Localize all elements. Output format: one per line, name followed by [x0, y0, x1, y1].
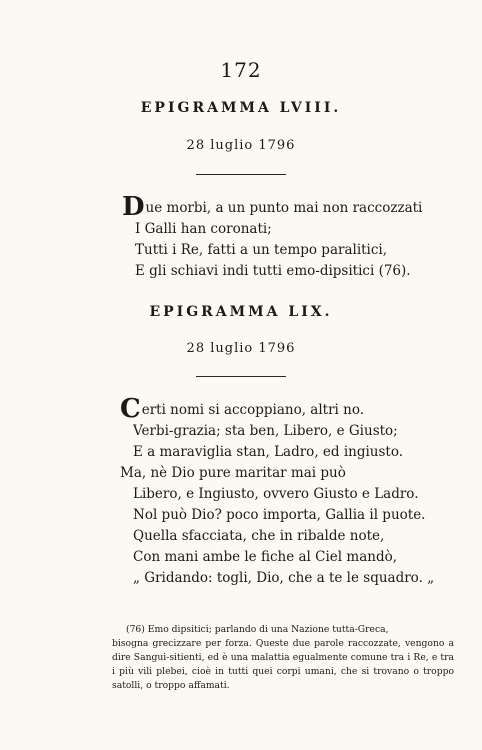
section-rule [196, 174, 286, 175]
poem-line: Due morbi, a un punto mai non raccozzati [122, 192, 423, 222]
poem-line: Libero, e Ingiusto, ovvero Giusto e Ladro. [133, 486, 419, 502]
footnote-body: bisogna grecizzare per forza. Queste due parole raccozzate, vengono a dire Sangui-sitienti, ed è una malattia egualmente comune tra i Re, e tra i più vili plebei, cioè in tutti quei corpi umani, che si trovano o troppo satolli, o troppo affamati. [112, 638, 454, 691]
poem-line: Certi nomi si accoppiano, altri no. [120, 394, 365, 424]
poem-line: E gli schiavi indi tutti emo-dipsitici (76). [135, 263, 411, 279]
epigram-date-58: 28 luglio 1796 [186, 138, 296, 153]
epigram-date-59: 28 luglio 1796 [186, 341, 296, 356]
section-rule [196, 376, 286, 377]
poem-line: Nol può Dio? poco importa, Gallia il puote. [133, 507, 426, 523]
poem-line: E a maraviglia stan, Ladro, ed ingiusto. [133, 444, 404, 460]
epigram-title-58: EPIGRAMMA LVIII. [140, 100, 342, 116]
poem-line: I Galli han coronati; [135, 221, 272, 237]
poem-line: „ Gridando: togli, Dio, che a te le squadro. „ [133, 570, 435, 586]
drop-cap: D [122, 192, 145, 222]
epigram-body-58 [122, 192, 423, 282]
drop-cap: C [120, 394, 141, 424]
footnote [112, 623, 454, 693]
poem-line: Verbi-grazia; sta ben, Libero, e Giusto; [133, 423, 398, 439]
page-number: 172 [220, 58, 262, 82]
footnote-line: (76) Emo dipsitici; parlando di una Nazione tutta-Greca, [126, 624, 389, 635]
poem-line: Ma, nè Dio pure maritar mai può [120, 465, 346, 481]
poem-line: Con mani ambe le fiche al Ciel mandò, [133, 549, 398, 565]
epigram-title-59: EPIGRAMMA LIX. [149, 304, 333, 320]
poem-line: Tutti i Re, fatti a un tempo paralitici, [135, 242, 388, 258]
poem-line: Quella sfacciata, che in ribalde note, [133, 528, 385, 544]
epigram-body-59 [120, 394, 435, 589]
